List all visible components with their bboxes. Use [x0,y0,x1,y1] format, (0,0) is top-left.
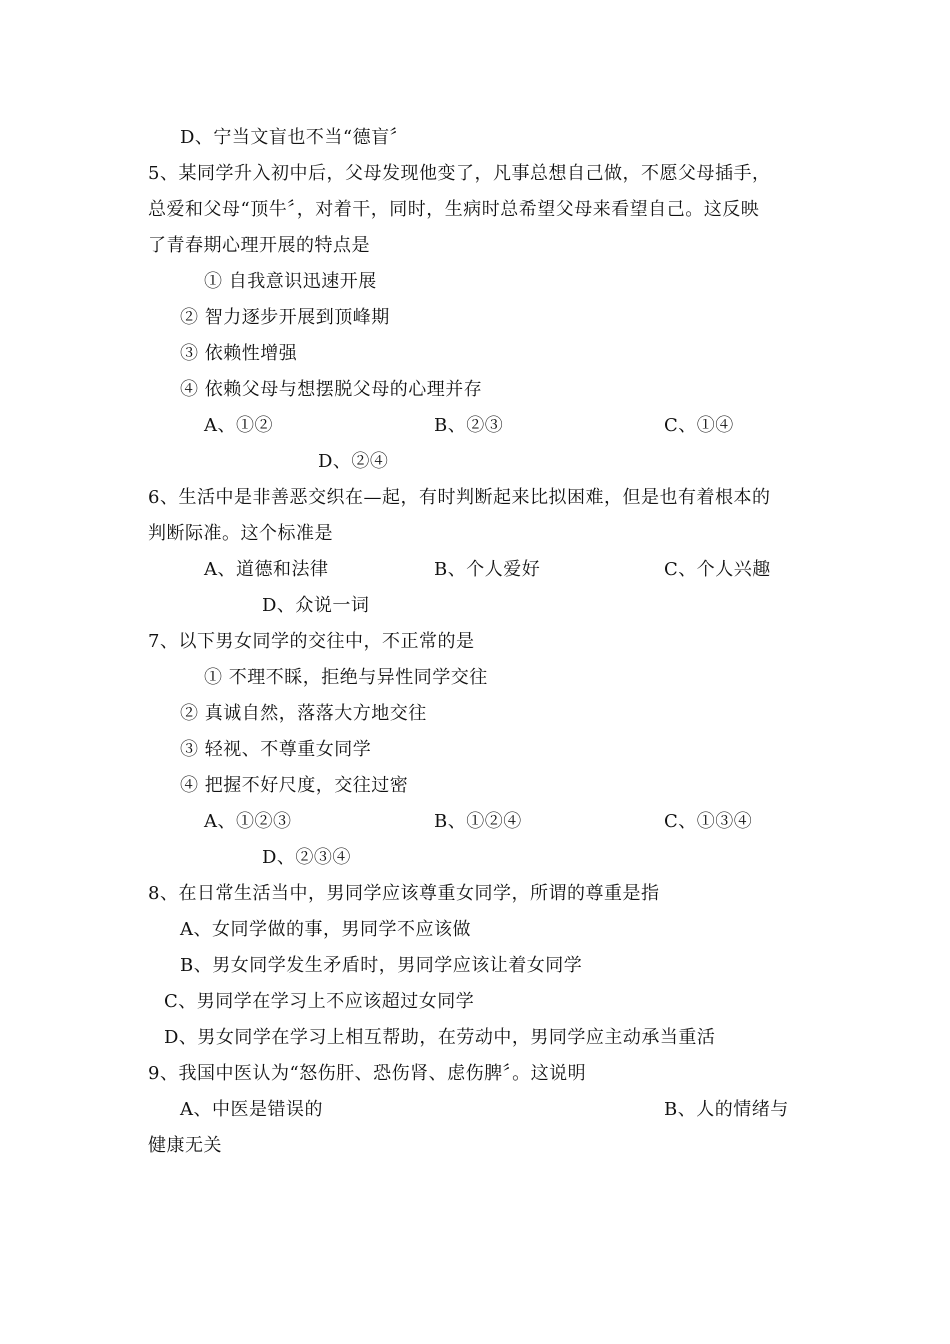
q5-statement-3: ③ 依赖性增强 [180,343,298,364]
q5-question-line-3: 了青春期心理开展的特点是 [148,235,370,256]
q9-question: 9、我国中医认为“怒伤肝、恐伤肾、虑伤脾〞。这说明 [148,1063,587,1084]
q5-option-a: A、①② [204,415,273,436]
q7-statement-1: ① 不理不睬，拒绝与异性同学交往 [204,667,488,688]
q8-question: 8、在日常生活当中，男同学应该尊重女同学，所谓的尊重是指 [148,883,660,904]
q5-statement-2: ② 智力逐步开展到顶峰期 [180,307,390,328]
q5-option-d: D、②④ [318,451,389,472]
q6-option-a: A、道德和法律 [204,559,329,580]
q5-question-line-1: 5、某同学升入初中后，父母发现他变了，凡事总想自己做，不愿父母插手， [148,163,771,184]
q5-option-b: B、②③ [434,415,504,436]
q7-statement-4: ④ 把握不好尺度，交往过密 [180,775,409,796]
q8-option-b: B、男女同学发生矛盾时，男同学应该让着女同学 [180,955,583,976]
q5-question-line-2: 总爱和父母“顶牛〞，对着干，同时，生病时总希望父母来看望自己。这反映 [148,199,760,220]
q6-option-d: D、众说一词 [262,595,370,616]
q7-statement-2: ② 真诚自然，落落大方地交往 [180,703,427,724]
q9-option-a: A、中医是错误的 [180,1099,323,1120]
q7-option-a: A、①②③ [204,811,292,832]
q7-option-b: B、①②④ [434,811,522,832]
q6-option-c: C、个人兴趣 [664,559,771,580]
q5-option-c: C、①④ [664,415,734,436]
q4-option-d: D、宁当文盲也不当“德盲〞 [180,127,409,148]
q7-statement-3: ③ 轻视、不尊重女同学 [180,739,372,760]
q8-option-a: A、女同学做的事，男同学不应该做 [180,919,471,940]
q8-option-d: D、男女同学在学习上相互帮助，在劳动中，男同学应主动承当重活 [164,1027,716,1048]
q9-option-b: B、人的情绪与 [664,1099,789,1120]
q5-statement-4: ④ 依赖父母与想摆脱父母的心理并存 [180,379,483,400]
q6-question-line-2: 判断际准。这个标准是 [148,523,333,544]
q5-statement-1: ① 自我意识迅速开展 [204,271,377,292]
q6-option-b: B、个人爱好 [434,559,541,580]
q7-option-c: C、①③④ [664,811,753,832]
q7-option-d: D、②③④ [262,847,351,868]
q7-question: 7、以下男女同学的交往中，不正常的是 [148,631,475,652]
q6-question-line-1: 6、生活中是非善恶交织在—起，有时判断起来比拟困难，但是也有着根本的 [148,487,771,508]
q9-option-b-continued: 健康无关 [148,1135,222,1156]
q8-option-c: C、男同学在学习上不应该超过女同学 [164,991,475,1012]
